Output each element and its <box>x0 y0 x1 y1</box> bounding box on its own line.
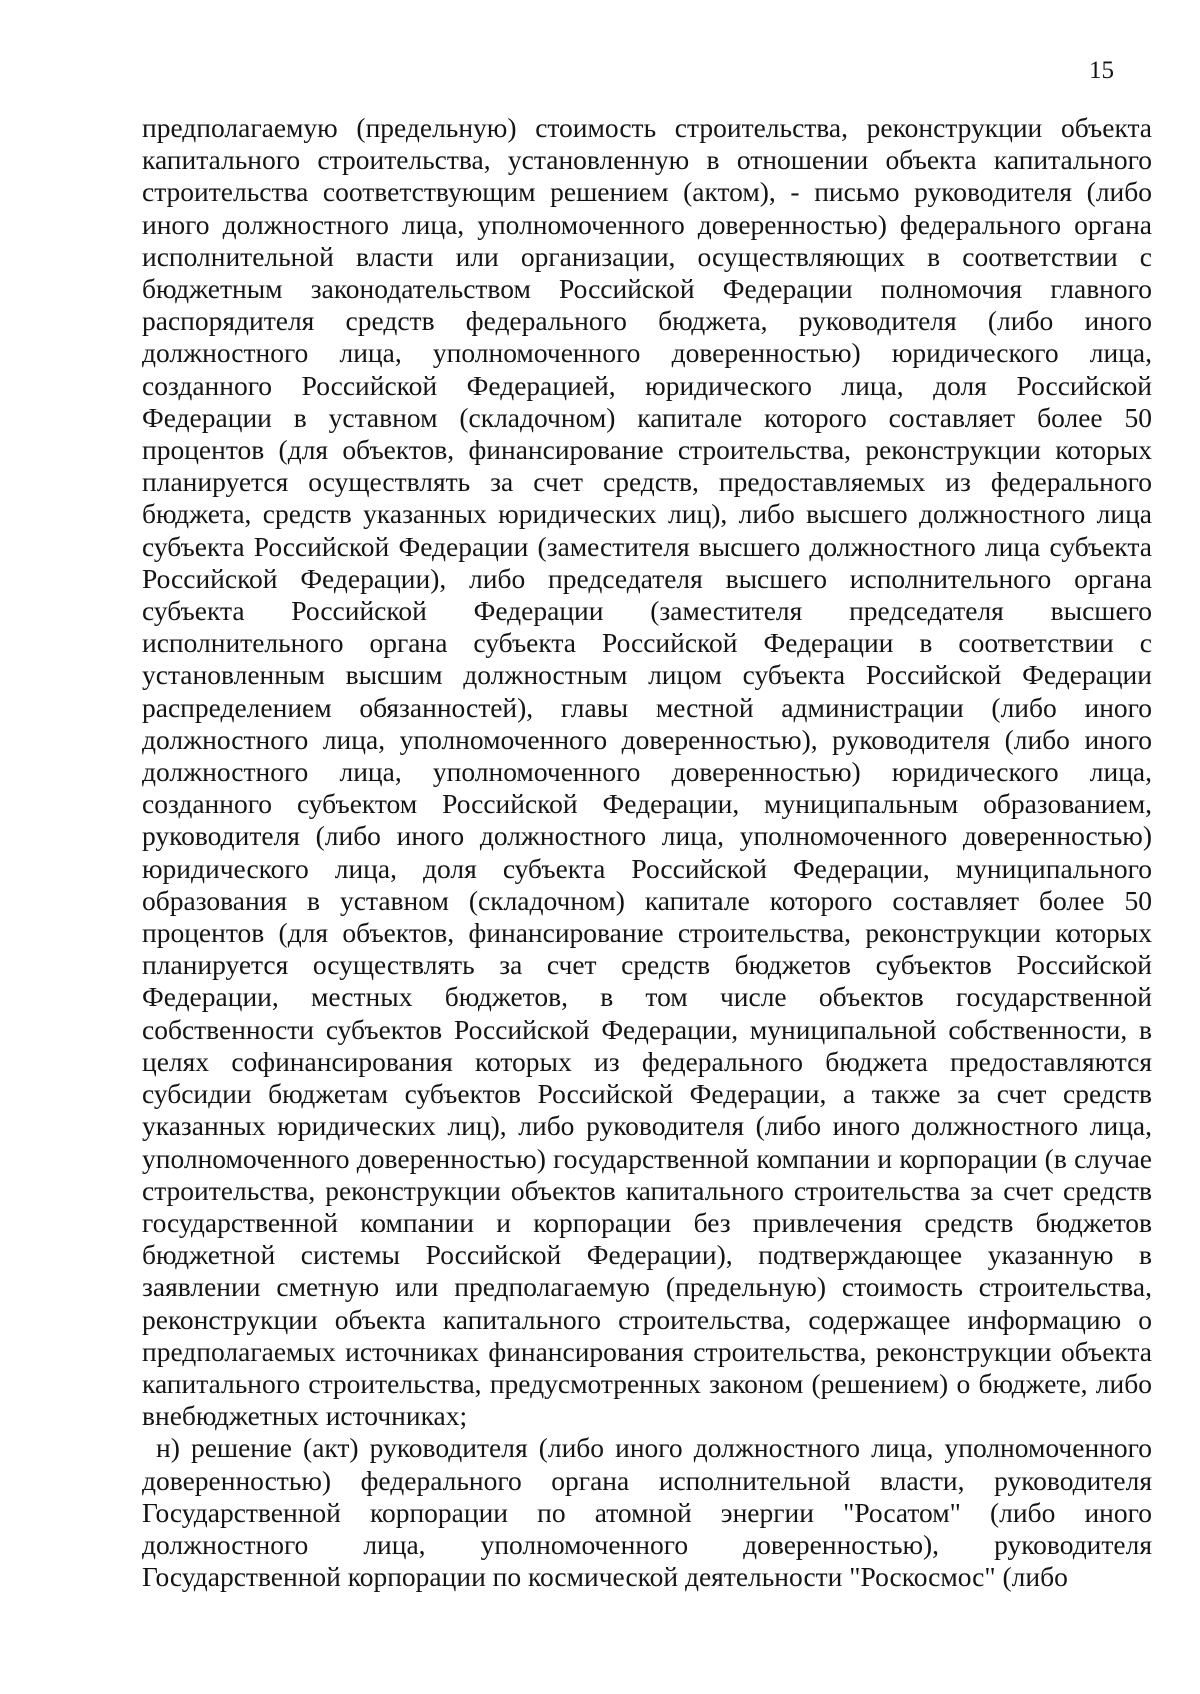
paragraph-item-n: н) решение (акт) руководителя (либо иного должностного лица, уполномоченного доверенностью) федерального органа исполнительной власти, руководителя Государственной корпорации по атомной энергии "Росатом" (либо иного должностного лица, уполномоченного доверенностью), руководителя Государственной корпорации по космической деятельности "Роскосмос" (либо <box>142 1432 1152 1593</box>
page-number: 15 <box>1089 57 1114 84</box>
paragraph-continuation: предполагаемую (предельную) стоимость строительства, реконструкции объекта капитального строительства, установленную в отношении объекта капитального строительства соответствующим решением (актом), - письмо руководителя (либо иного должностного лица, уполномоченного доверенностью) федерального органа исполнительной власти или организации, осуществляющих в соответствии с бюджетным законодательством Российской Федерации полномочия главного распорядителя средств федерального бюджета, руководителя (либо иного должностного лица, уполномоченного доверенностью) юридического лица, созданного Российской Федерацией, юридического лица, доля Российской Федерации в уставном (складочном) капитале которого составляет более 50 процентов (для объектов, финансирование строительства, реконструкции которых планируется осуществлять за счет средств, предоставляемых из федерального бюджета, средств указанных юридических лиц), либо высшего должностного лица субъекта Российской Федерации (заместителя высшего должностного лица субъекта Российской Федерации), либо председателя высшего исполнительного органа субъекта Российской Федерации (заместителя председателя высшего исполнительного органа субъекта Российской Федерации в соответствии с установленным высшим должностным лицом субъекта Российской Федерации распределением обязанностей), главы местной администрации (либо иного должностного лица, уполномоченного доверенностью), руководителя (либо иного должностного лица, уполномоченного доверенностью) юридического лица, созданного субъектом Российской Федерации, муниципальным образованием, руководителя (либо иного должностного лица, уполномоченного доверенностью) юридического лица, доля субъекта Российской Федерации, муниципального образования в уставном (складочном) капитале которого составляет более 50 процентов (для объектов, финансирование строительства, реконструкции которых планируется осуществлять за счет средств бюджетов субъектов Российской Федерации, местных бюджетов, в том числе объектов государственной собственности субъектов Российской Федерации, муниципальной собственности, в целях софинансирования которых из федерального бюджета предоставляются субсидии бюджетам субъектов Российской Федерации, а также за счет средств указанных юридических лиц), либо руководителя (либо иного должностного лица, уполномоченного доверенностью) государственной компании и корпорации (в случае строительства, реконструкции объектов капитального строительства за счет средств государственной компании и корпорации без привлечения средств бюджетов бюджетной системы Российской Федерации), подтверждающее указанную в заявлении сметную или предполагаемую (предельную) стоимость строительства, реконструкции объекта капитального строительства, содержащее информацию о предполагаемых источниках финансирования строительства, реконструкции объекта капитального строительства, предусмотренных законом (решением) о бюджете, либо внебюджетных источниках; <box>142 112 1152 1432</box>
document-body <box>142 112 1152 1593</box>
